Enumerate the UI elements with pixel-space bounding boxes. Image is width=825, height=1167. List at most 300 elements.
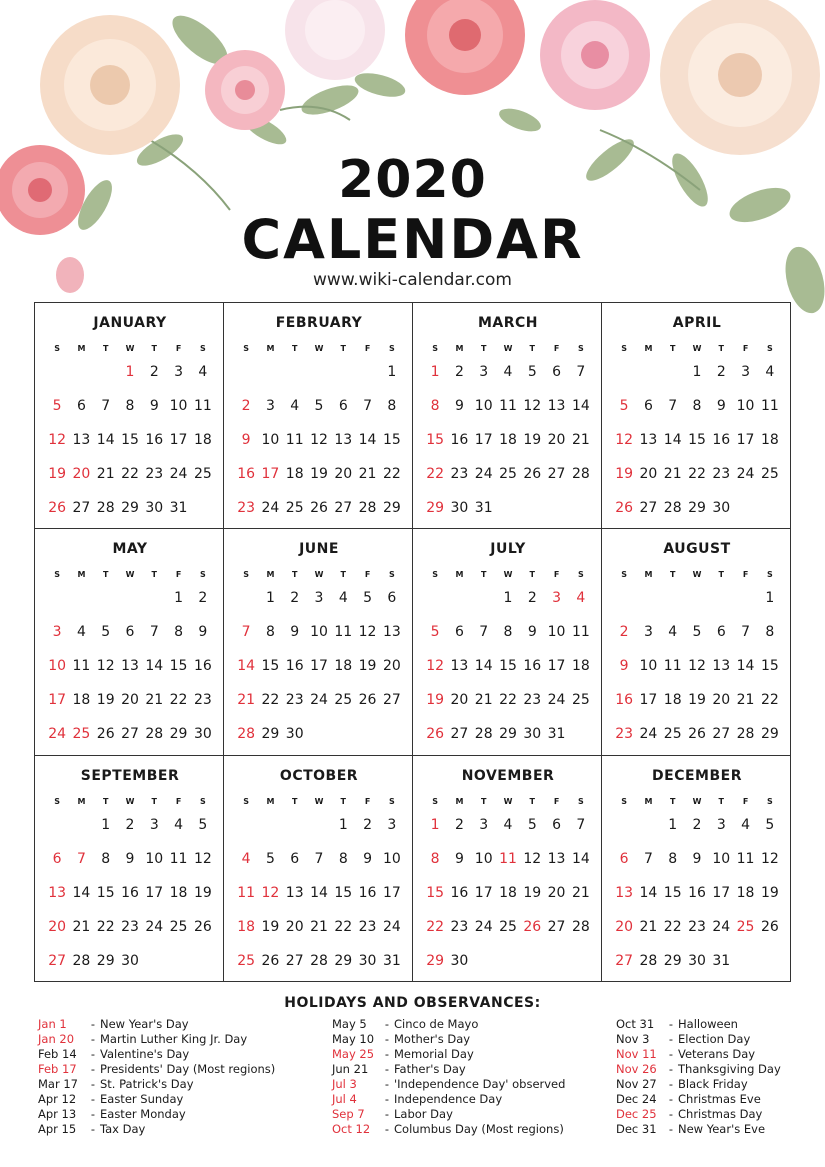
week-row (45, 848, 215, 882)
day-cell: 15 (121, 432, 139, 448)
holiday-name: New Year's Day (100, 1017, 189, 1031)
weekday-label: T (151, 796, 158, 806)
holiday-date: Apr 12 (38, 1092, 77, 1106)
holiday-separator: - (668, 1062, 674, 1076)
day-cell: 13 (712, 658, 731, 675)
day-cell: 14 (474, 658, 493, 675)
weekday-label: T (340, 796, 347, 806)
day-cell: 24 (169, 466, 188, 482)
day-cell: 7 (101, 398, 111, 414)
month-name: DECEMBER (652, 767, 742, 784)
holiday-name: Cinco de Mayo (394, 1017, 479, 1031)
rose-icon (40, 15, 180, 155)
holiday-name: Tax Day (100, 1122, 146, 1136)
day-cell: 30 (358, 952, 377, 969)
month-december (602, 756, 791, 982)
week-row (423, 950, 593, 982)
day-cell: 12 (426, 658, 445, 675)
weekday-label: T (480, 796, 487, 806)
empty-cell (258, 361, 282, 395)
day-cell: 27 (72, 500, 91, 516)
day-cell: 25 (499, 466, 517, 482)
day-cell: 1 (387, 364, 397, 380)
day-cell: 6 (454, 624, 464, 641)
holiday-separator: - (668, 1032, 674, 1046)
holiday-name: Valentine's Day (100, 1047, 190, 1061)
week-row (234, 655, 404, 689)
holiday-item (38, 1062, 275, 1077)
day-cell: 13 (450, 658, 469, 675)
weekday-header (612, 790, 782, 814)
day-cell: 11 (736, 850, 755, 867)
week-row (423, 882, 593, 916)
holiday-item (332, 1017, 565, 1032)
holiday-separator: - (668, 1092, 674, 1106)
holiday-name: Labor Day (394, 1107, 453, 1121)
holiday-separator: - (90, 1017, 96, 1031)
weekday-label: M (77, 796, 86, 806)
weekday-label: S (577, 570, 584, 580)
weekday-label: T (291, 344, 298, 353)
website-url: www.wiki-calendar.com (313, 270, 512, 290)
day-cell: 19 (193, 884, 212, 901)
day-cell: 26 (688, 726, 706, 743)
day-cell: 6 (76, 398, 86, 414)
day-cell: 11 (760, 398, 779, 414)
day-cell: 30 (450, 952, 469, 969)
day-cell: 15 (261, 658, 280, 675)
day-cell: 17 (547, 658, 566, 675)
holiday-date: Oct 31 (616, 1017, 655, 1031)
weekday-label: M (644, 796, 653, 806)
holiday-separator: - (668, 1017, 674, 1031)
empty-cell (612, 361, 636, 395)
day-cell: 11 (571, 624, 590, 641)
day-cell: 27 (382, 692, 401, 709)
weekday-label: S (243, 570, 250, 580)
weekday-label: M (77, 570, 86, 580)
day-cell: 18 (663, 692, 682, 709)
month-name: NOVEMBER (461, 767, 555, 784)
empty-cell (544, 950, 568, 982)
day-cell: 25 (334, 692, 353, 709)
holiday-date: Dec 25 (616, 1107, 657, 1121)
day-cell: 5 (527, 364, 537, 380)
week-row (612, 621, 782, 655)
week-row (423, 689, 593, 723)
day-cell: 30 (523, 726, 542, 743)
holiday-date: Nov 26 (616, 1062, 657, 1076)
day-cell: 10 (261, 432, 280, 448)
day-cell: 13 (639, 432, 658, 448)
day-cell: 29 (334, 952, 353, 969)
weekday-label: T (291, 796, 298, 806)
holiday-item (38, 1032, 275, 1047)
weekday-label: S (432, 344, 439, 353)
weekday-label: T (529, 570, 536, 580)
day-cell: 8 (503, 624, 513, 641)
day-cell: 17 (639, 692, 658, 709)
day-cell: 17 (169, 432, 188, 448)
empty-cell (636, 587, 660, 621)
empty-cell (307, 723, 331, 755)
weekday-label: W (692, 344, 702, 353)
day-cell: 5 (527, 816, 537, 833)
day-cell: 21 (145, 692, 164, 709)
day-cell: 28 (358, 500, 377, 516)
empty-cell (191, 497, 215, 529)
day-cell: 7 (576, 364, 586, 380)
holiday-date: Oct 12 (332, 1122, 371, 1136)
weekday-label: T (669, 796, 676, 806)
weekday-label: T (480, 570, 487, 580)
day-cell: 8 (387, 398, 397, 414)
day-cell: 10 (474, 398, 493, 414)
day-cell: 16 (615, 692, 634, 709)
day-cell: 15 (663, 884, 682, 901)
holiday-separator: - (668, 1047, 674, 1061)
holiday-separator: - (384, 1077, 390, 1091)
week-row (612, 395, 782, 429)
day-cell: 21 (663, 466, 682, 482)
holiday-name: Father's Day (394, 1062, 466, 1076)
month-name: FEBRUARY (275, 315, 363, 331)
week-row (45, 882, 215, 916)
day-cell: 23 (688, 918, 706, 935)
day-cell: 18 (285, 466, 304, 482)
day-cell: 5 (314, 398, 324, 414)
day-cell: 2 (692, 816, 702, 833)
holiday-date: May 10 (332, 1032, 375, 1046)
empty-cell (685, 587, 709, 621)
day-cell: 10 (382, 850, 401, 867)
week-row (45, 587, 215, 621)
day-cell: 11 (663, 658, 682, 675)
month-may (35, 529, 224, 755)
weekday-label: F (175, 344, 182, 353)
holiday-item (616, 1107, 781, 1122)
week-row (612, 848, 782, 882)
holiday-date: Feb 17 (38, 1062, 77, 1076)
day-cell: 8 (692, 398, 702, 414)
day-cell: 4 (765, 364, 775, 380)
day-cell: 8 (174, 624, 184, 641)
holiday-item (332, 1047, 565, 1062)
week-row (612, 587, 782, 621)
day-cell: 7 (668, 398, 678, 414)
day-cell: 29 (426, 500, 445, 516)
day-cell: 3 (479, 364, 489, 380)
day-cell: 3 (265, 398, 275, 414)
day-cell: 21 (358, 466, 377, 482)
weekday-label: M (644, 344, 653, 353)
day-cell: 24 (736, 466, 755, 482)
day-cell: 27 (615, 952, 634, 969)
day-cell: 27 (285, 952, 304, 969)
weekday-label: S (54, 344, 61, 353)
week-row (612, 916, 782, 950)
day-cell: 22 (760, 692, 779, 709)
week-row (612, 814, 782, 848)
empty-cell (94, 587, 118, 621)
weekday-label: T (102, 570, 109, 580)
holiday-separator: - (90, 1122, 96, 1136)
weekday-label: W (503, 796, 513, 806)
weekday-label: T (718, 344, 725, 353)
day-cell: 2 (716, 364, 726, 380)
day-cell: 8 (430, 398, 440, 414)
day-cell: 24 (310, 692, 328, 709)
weekday-label: F (553, 796, 560, 806)
rose-icon (285, 0, 385, 80)
holiday-item (616, 1092, 781, 1107)
day-cell: 1 (430, 364, 440, 380)
weekday-label: S (621, 796, 628, 806)
day-cell: 20 (639, 466, 658, 482)
day-cell: 24 (382, 918, 401, 935)
weekday-header (234, 790, 404, 814)
holiday-item (38, 1122, 275, 1137)
day-cell: 21 (310, 918, 328, 935)
day-cell: 21 (639, 918, 658, 935)
day-cell: 4 (503, 816, 513, 833)
day-cell: 8 (338, 850, 348, 867)
week-row (612, 361, 782, 395)
day-cell: 20 (450, 692, 469, 709)
day-cell: 18 (72, 692, 91, 709)
day-cell: 22 (261, 692, 280, 709)
day-cell: 1 (265, 590, 275, 607)
day-cell: 15 (760, 658, 779, 675)
weekday-label: F (742, 796, 749, 806)
weekday-label: T (151, 344, 158, 353)
empty-cell (45, 361, 69, 395)
month-january (35, 303, 224, 529)
month-june (224, 529, 413, 755)
empty-cell (118, 587, 142, 621)
day-cell: 21 (736, 692, 755, 709)
day-cell: 22 (499, 692, 517, 709)
day-cell: 9 (290, 624, 300, 641)
month-july (413, 529, 602, 755)
weekday-label: S (766, 796, 773, 806)
weekday-label: S (621, 570, 628, 580)
week-row (423, 848, 593, 882)
day-cell: 30 (193, 726, 212, 743)
day-cell: 14 (663, 432, 682, 448)
empty-cell (636, 361, 660, 395)
day-cell: 1 (765, 590, 775, 607)
holiday-separator: - (668, 1107, 674, 1121)
day-cell: 3 (314, 590, 324, 607)
rose-icon (205, 50, 285, 130)
day-cell: 25 (72, 726, 91, 743)
empty-cell (636, 814, 660, 848)
day-cell: 16 (712, 432, 731, 448)
holidays-column-2 (332, 1017, 565, 1137)
holiday-separator: - (90, 1062, 96, 1076)
day-cell: 29 (261, 726, 280, 743)
holiday-separator: - (384, 1122, 390, 1136)
weekday-label: M (77, 344, 86, 353)
empty-cell (234, 814, 258, 848)
week-row (234, 395, 404, 429)
empty-cell (234, 587, 258, 621)
weekday-label: W (314, 344, 324, 353)
day-cell: 15 (499, 658, 517, 675)
day-cell: 13 (382, 624, 401, 641)
day-cell: 27 (121, 726, 139, 743)
day-cell: 24 (639, 726, 658, 743)
weekday-label: T (340, 570, 347, 580)
empty-cell (758, 950, 782, 982)
day-cell: 14 (639, 884, 658, 901)
day-cell: 7 (149, 624, 159, 641)
empty-cell (355, 361, 379, 395)
weekday-label: W (125, 796, 135, 806)
weekday-label: S (199, 796, 206, 806)
day-cell: 2 (290, 590, 300, 607)
empty-cell (569, 950, 593, 982)
week-row (423, 916, 593, 950)
holiday-name: Memorial Day (394, 1047, 474, 1061)
day-cell: 1 (430, 816, 440, 833)
day-cell: 26 (523, 466, 542, 482)
day-cell: 6 (552, 816, 562, 833)
day-cell: 14 (571, 398, 590, 414)
day-cell: 14 (310, 884, 328, 901)
weekday-header (423, 563, 593, 587)
day-cell: 3 (479, 816, 489, 833)
day-cell: 9 (363, 850, 373, 867)
day-cell: 28 (474, 726, 493, 743)
holiday-name: Martin Luther King Jr. Day (100, 1032, 248, 1046)
day-cell: 8 (265, 624, 275, 641)
rose-icon (660, 0, 820, 155)
week-row (612, 497, 782, 529)
day-cell: 18 (499, 884, 517, 901)
day-cell: 16 (121, 884, 139, 901)
empty-cell (166, 950, 190, 982)
day-cell: 19 (523, 432, 542, 448)
empty-cell (69, 587, 93, 621)
week-row (234, 916, 404, 950)
empty-cell (661, 587, 685, 621)
day-cell: 2 (241, 398, 251, 414)
day-cell: 31 (547, 726, 566, 743)
holiday-separator: - (668, 1077, 674, 1091)
month-name: APRIL (672, 315, 722, 331)
weekday-label: M (455, 570, 464, 580)
day-cell: 4 (76, 624, 86, 641)
weekday-label: T (151, 570, 158, 580)
calendar-title: CALENDAR (241, 208, 584, 271)
empty-cell (520, 950, 544, 982)
day-cell: 25 (663, 726, 682, 743)
day-cell: 21 (474, 692, 493, 709)
empty-cell (307, 814, 331, 848)
day-cell: 29 (169, 726, 188, 743)
empty-cell (661, 361, 685, 395)
day-cell: 3 (174, 364, 184, 380)
empty-cell (307, 361, 331, 395)
weekday-label: S (199, 344, 206, 353)
day-cell: 5 (430, 624, 440, 641)
weekday-label: F (553, 344, 560, 353)
week-row (423, 655, 593, 689)
day-cell: 17 (310, 658, 328, 675)
day-cell: 3 (716, 816, 726, 833)
weekday-label: M (266, 344, 275, 353)
day-cell: 13 (121, 658, 139, 675)
day-cell: 22 (382, 466, 401, 482)
weekday-header (612, 337, 782, 361)
empty-cell (544, 497, 568, 529)
empty-cell (283, 361, 307, 395)
day-cell: 25 (736, 918, 755, 935)
holiday-date: Jul 3 (332, 1077, 357, 1091)
day-cell: 9 (125, 850, 135, 867)
day-cell: 21 (72, 918, 91, 935)
day-cell: 26 (310, 500, 328, 516)
day-cell: 8 (101, 850, 111, 867)
holiday-name: Columbus Day (Most regions) (394, 1122, 564, 1136)
weekday-label: W (125, 344, 135, 353)
day-cell: 18 (736, 884, 755, 901)
day-cell: 28 (736, 726, 755, 743)
holiday-date: Nov 3 (616, 1032, 650, 1046)
week-row (423, 723, 593, 755)
empty-cell (496, 497, 520, 529)
day-cell: 27 (712, 726, 731, 743)
empty-cell (69, 814, 93, 848)
day-cell: 12 (48, 432, 67, 448)
day-cell: 2 (198, 590, 208, 607)
holiday-name: Easter Monday (100, 1107, 186, 1121)
week-row (45, 361, 215, 395)
day-cell: 7 (643, 850, 653, 867)
months-grid (34, 302, 791, 982)
holiday-item (616, 1077, 781, 1092)
week-row (45, 497, 215, 529)
month-october (224, 756, 413, 982)
day-cell: 17 (261, 466, 280, 482)
day-cell: 19 (48, 466, 67, 482)
day-cell: 6 (716, 624, 726, 641)
week-row (612, 429, 782, 463)
day-cell: 28 (663, 500, 682, 516)
day-cell: 26 (358, 692, 377, 709)
day-cell: 12 (96, 658, 115, 675)
day-cell: 4 (241, 850, 251, 867)
day-cell: 23 (450, 918, 469, 935)
day-cell: 9 (692, 850, 702, 867)
holiday-name: Easter Sunday (100, 1092, 184, 1106)
day-cell: 10 (712, 850, 731, 867)
day-cell: 7 (241, 624, 251, 641)
day-cell: 9 (454, 850, 464, 867)
month-name: JANUARY (93, 315, 167, 331)
day-cell: 19 (523, 884, 542, 901)
holiday-name: Mother's Day (394, 1032, 471, 1046)
weekday-header (423, 337, 593, 361)
day-cell: 11 (285, 432, 304, 448)
week-row (423, 587, 593, 621)
day-cell: 22 (121, 466, 139, 482)
empty-cell (496, 950, 520, 982)
holiday-date: Jan 20 (38, 1032, 75, 1046)
day-cell: 30 (450, 500, 469, 516)
